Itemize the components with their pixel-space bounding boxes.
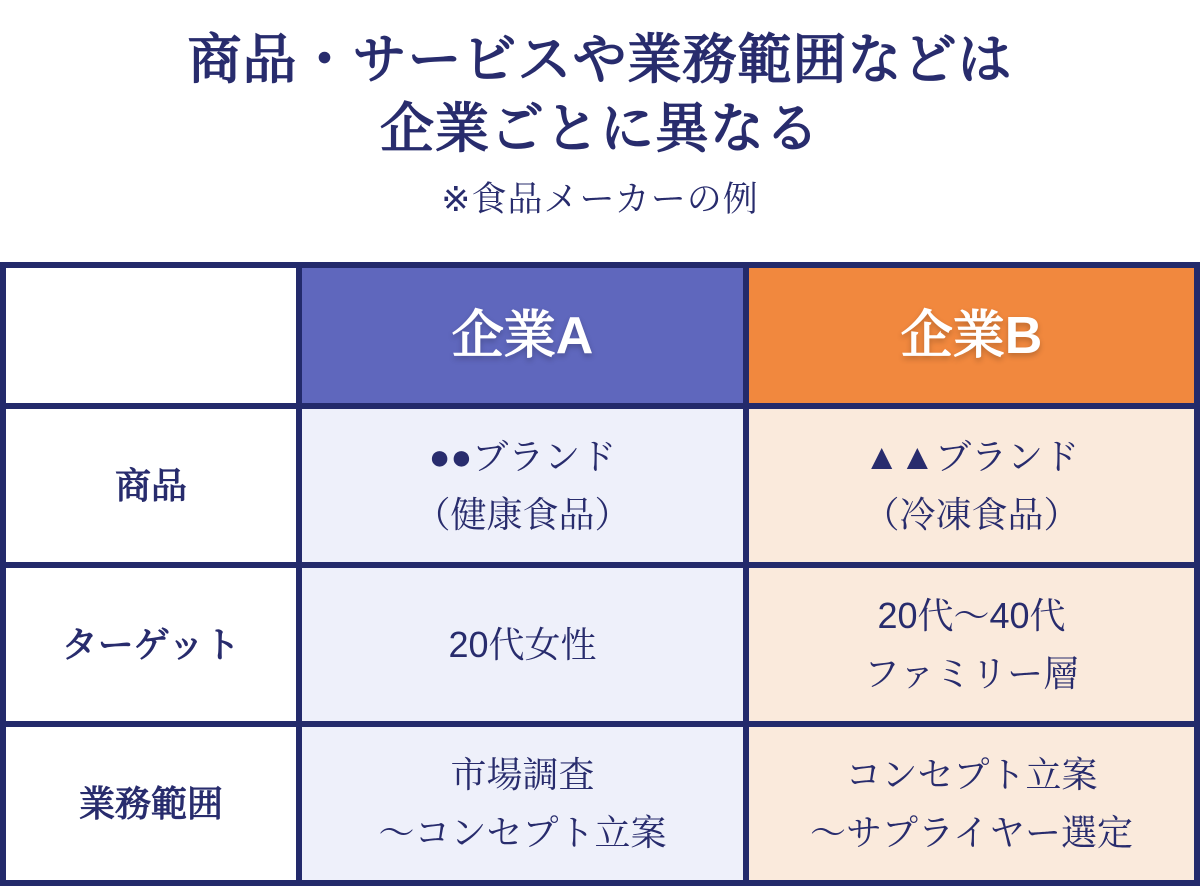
scope-company-b-line2: ～サプライヤー選定 [810,811,1133,853]
target-company-a-line1: 20代女性 [448,623,597,665]
page-title [0,26,1200,164]
scope-company-a-line1: 市場調査 [450,753,595,795]
product-company-b-cell [749,409,1194,562]
product-company-b-line1: ▲▲ブランド [863,435,1080,477]
scope-company-b-line1: コンセプト立案 [845,753,1098,795]
row-label-product: 商品 [6,409,296,562]
scope-company-a-cell [302,727,743,880]
corner-cell [6,268,296,403]
target-company-b-cell [749,568,1194,721]
title-block [0,26,1200,222]
product-company-a-line2: （健康食品） [414,493,631,535]
target-company-a-cell [302,568,743,721]
company-b-header-cell: 企業B [749,268,1194,403]
scope-company-b-cell [749,727,1194,880]
target-company-b-line2: ファミリー層 [863,652,1080,694]
page-title-line2: 企業ごとに異なる [380,99,820,160]
product-company-a-line1: ●●ブランド [428,435,617,477]
company-a-header-cell: 企業A [302,268,743,403]
target-company-b-line1: 20代～40代 [877,594,1066,636]
page-title-line1: 商品・サービスや業務範囲などは [187,30,1013,90]
row-label-scope: 業務範囲 [6,727,296,880]
product-company-a-cell [302,409,743,562]
product-company-b-line2: （冷凍食品） [863,493,1080,535]
page-subtitle: ※食品メーカーの例 [441,180,759,220]
scope-company-a-line2: ～コンセプト立案 [378,811,667,853]
comparison-table [0,262,1200,886]
row-label-target: ターゲット [6,568,296,721]
